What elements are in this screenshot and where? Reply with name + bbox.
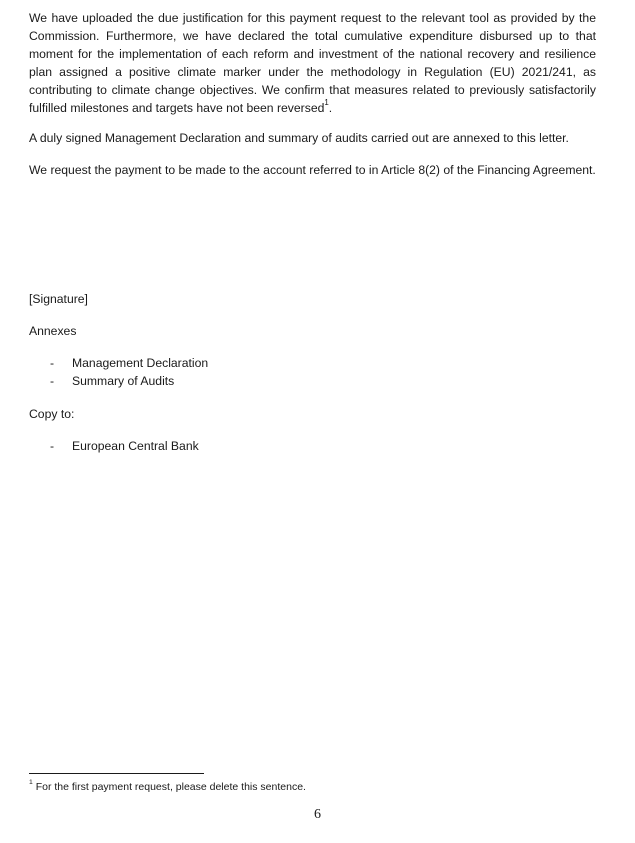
paragraph-payment-account: We request the payment to be made to the account referred to in Article 8(2) of the Financing Agreement. bbox=[29, 163, 596, 177]
page-number: 6 bbox=[314, 807, 321, 822]
footnote bbox=[29, 780, 589, 794]
list-item bbox=[29, 354, 429, 372]
copy-to-list bbox=[29, 437, 429, 455]
copy-item-european-central-bank: European Central Bank bbox=[72, 439, 199, 453]
paragraph-payment-justification-text: We have uploaded the due justification for this payment request to the relevant tool as provided by the Commission. Furthermore, we have declared the total cumulative expenditure disbursed up to that moment for the implementation of each reform and investment of the national recovery and resilience plan assigned a positive climate marker under the methodology in Regulation (EU) 2021/241, as contributing to climate change objectives. We confirm that measures related to previously satisfactorily fulfilled milestones and targets have not been reversed bbox=[29, 11, 596, 115]
list-item bbox=[29, 437, 429, 455]
list-dash: - bbox=[50, 356, 55, 370]
annex-item-summary-of-audits: Summary of Audits bbox=[72, 374, 175, 388]
list-dash: - bbox=[50, 439, 55, 453]
paragraph-end-punctuation: . bbox=[328, 101, 333, 115]
paragraph-annexed-documents: A duly signed Management Declaration and summary of audits carried out are annexed to this letter. bbox=[29, 131, 569, 145]
annexes-list bbox=[29, 354, 429, 390]
footnote-text: For the first payment request, please delete this sentence. bbox=[32, 781, 306, 793]
annexes-heading: Annexes bbox=[29, 324, 77, 338]
list-dash: - bbox=[50, 374, 55, 388]
list-item bbox=[29, 372, 429, 390]
copy-to-heading: Copy to: bbox=[29, 407, 75, 421]
footnote-marker: 1 bbox=[29, 779, 33, 787]
paragraph-payment-justification bbox=[29, 9, 596, 117]
annex-item-management-declaration: Management Declaration bbox=[72, 356, 209, 370]
footnote-divider bbox=[29, 773, 204, 774]
signature-placeholder: [Signature] bbox=[29, 292, 88, 306]
footnote-reference: 1 bbox=[324, 98, 329, 108]
